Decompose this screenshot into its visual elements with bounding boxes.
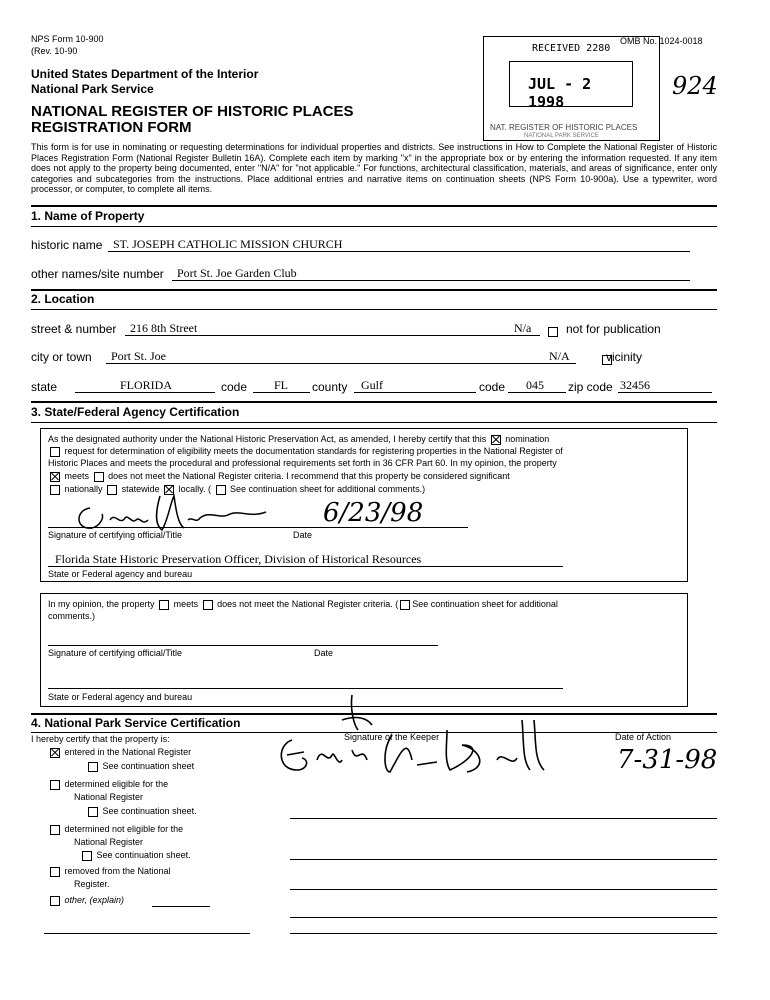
opinion-line-1	[48, 599, 558, 610]
historic-name-label: historic name	[31, 238, 103, 252]
opinion-meets-label: meets	[173, 599, 199, 609]
field-underline	[172, 280, 690, 281]
option-eligible[interactable]	[48, 779, 168, 790]
stamp-date: JUL - 2 1998	[528, 75, 592, 111]
received-stamp	[483, 36, 660, 141]
opinion-continuation-checkbox[interactable]	[400, 600, 410, 610]
county-code-label: code	[479, 380, 506, 394]
agency-line	[48, 566, 563, 567]
street-na: N/a	[514, 321, 532, 335]
nationally-label: nationally	[64, 484, 103, 494]
divider	[31, 422, 717, 423]
option-entered-cont[interactable]	[86, 761, 194, 772]
not-eligible-label: determined not eligible for the	[64, 824, 184, 834]
opinion-signature-label: Signature of certifying official/Title	[48, 648, 183, 658]
entered-cont-label: See continuation sheet	[102, 761, 195, 771]
official-title-value: Florida State Historic Preservation Officer, Division of Historical Resources	[55, 552, 422, 566]
cert-line-1	[48, 434, 549, 445]
divider	[31, 401, 717, 403]
entry-line	[290, 889, 717, 890]
nomination-label: nomination	[505, 434, 550, 444]
other-names-value[interactable]: Port St. Joe Garden Club	[177, 266, 297, 280]
stamp-received: RECEIVED 2280	[532, 43, 611, 54]
option-removed[interactable]	[48, 866, 171, 877]
entered-label: entered in the National Register	[64, 747, 192, 757]
city-value[interactable]: Port St. Joe	[111, 349, 167, 363]
nomination-checkbox[interactable]	[491, 435, 501, 445]
zip-label: zip code	[568, 380, 613, 394]
signature-date-label: Date	[293, 530, 313, 540]
cert-line-1-text: As the designated authority under the National Historic Preservation Act, as amended, I hereby certify that this	[48, 434, 487, 444]
state-label: state	[31, 380, 58, 394]
opinion-text-d: See continuation sheet for additional	[412, 599, 558, 609]
opinion-meets-checkbox[interactable]	[159, 600, 169, 610]
cert-line-2	[48, 446, 563, 457]
form-number: NPS Form 10-900	[31, 34, 104, 44]
cert-line-4-text: does not meet the National Register criteria. I recommend that this property be considered significant	[108, 471, 510, 481]
form-subtitle: REGISTRATION FORM	[31, 119, 192, 136]
opinion-line-2: comments.)	[48, 611, 96, 621]
entry-line	[290, 859, 717, 860]
entry-line	[290, 818, 717, 819]
divider	[31, 309, 717, 310]
other-names-label: other names/site number	[31, 267, 164, 281]
signature-line	[48, 527, 468, 528]
section-2-title: 2. Location	[31, 292, 95, 306]
entry-line	[44, 933, 250, 934]
city-na: N/A	[549, 349, 570, 363]
meets-checkbox[interactable]	[50, 472, 60, 482]
date-of-action-label: Date of Action	[615, 732, 672, 742]
street-number-value[interactable]: 216 8th Street	[130, 321, 198, 335]
not-eligible-label-2: National Register	[74, 837, 144, 847]
option-eligible-cont[interactable]	[86, 806, 197, 817]
option-not-eligible[interactable]	[48, 824, 183, 835]
county-label: county	[312, 380, 348, 394]
street-number-label: street & number	[31, 322, 117, 336]
not-for-publication-checkbox[interactable]	[548, 327, 558, 337]
not-eligible-checkbox[interactable]	[50, 825, 60, 835]
form-title: NATIONAL REGISTER OF HISTORIC PLACES	[31, 103, 354, 120]
eligible-label-2: National Register	[74, 792, 144, 802]
removed-label-2: Register.	[74, 879, 110, 889]
locally-label: locally. (	[178, 484, 211, 494]
opinion-not-meet-checkbox[interactable]	[203, 600, 213, 610]
section-1-title: 1. Name of Property	[31, 209, 145, 223]
opinion-text-c: does not meet the National Register criteria. (	[217, 599, 399, 609]
service-name: National Park Service	[31, 82, 154, 96]
opinion-agency-label: State or Federal agency and bureau	[48, 692, 193, 702]
vicinity-label: vicinity	[606, 350, 643, 364]
field-underline	[253, 392, 310, 393]
field-underline	[108, 251, 690, 252]
county-code-value[interactable]: 045	[526, 378, 544, 392]
zip-value[interactable]: 32456	[620, 378, 650, 392]
removed-label: removed from the National	[64, 866, 171, 876]
cert-line-2-text: request for determination of eligibility meets the documentation standards for registering properties in the National Register of	[64, 446, 563, 456]
signature-label: Signature of certifying official/Title	[48, 530, 183, 540]
field-underline	[618, 392, 712, 393]
historic-name-value[interactable]: ST. JOSEPH CATHOLIC MISSION CHURCH	[113, 237, 343, 251]
does-not-meet-checkbox[interactable]	[94, 472, 104, 482]
nationally-checkbox[interactable]	[50, 485, 60, 495]
option-other[interactable]	[48, 895, 124, 906]
entered-checkbox[interactable]	[50, 748, 60, 758]
opinion-date-label: Date	[314, 648, 334, 658]
stamp-date-box	[509, 61, 633, 111]
field-underline	[75, 392, 215, 393]
signature-line	[48, 645, 438, 646]
not-eligible-cont-label: See continuation sheet.	[96, 850, 191, 860]
department-name: United States Department of the Interior	[31, 67, 259, 81]
not-for-publication-label: not for publication	[566, 322, 661, 336]
handwritten-number: 924	[672, 72, 718, 100]
certify-statement: I hereby certify that the property is:	[31, 734, 170, 744]
stamp-bottom-text: NAT. REGISTER OF HISTORIC PLACES	[490, 123, 638, 132]
entry-line	[290, 933, 717, 934]
section-3-title: 3. State/Federal Agency Certification	[31, 405, 240, 419]
divider	[31, 205, 717, 207]
request-checkbox[interactable]	[50, 447, 60, 457]
removed-checkbox[interactable]	[50, 867, 60, 877]
cert-line-4	[48, 471, 510, 482]
eligible-label: determined eligible for the	[64, 779, 169, 789]
eligible-checkbox[interactable]	[50, 780, 60, 790]
entry-line	[290, 917, 717, 918]
city-label: city or town	[31, 350, 92, 364]
keeper-label: Signature of the Keeper	[344, 732, 440, 742]
eligible-cont-checkbox[interactable]	[88, 807, 98, 817]
instructions-paragraph: This form is for use in nominating or requesting determinations for individual properties and districts. See instructions in How to Complete the National Register of Historic Places Registration Form (National Register Bulletin 16A). Complete each item by marking "x" in the appropriate box or by entering the information requested. If any item does not apply to the property being documented, enter "N/A" for "not applicable." For functions, architectural classification, materials, and areas of significance, enter only categories and subcategories from the instructions. Place additional entries and narrative items on continuation sheets (NPS Form 10-900a). Use a typewriter, word processor, or computer, to complete all items.	[31, 142, 717, 194]
other-checkbox[interactable]	[50, 896, 60, 906]
meets-label: meets	[64, 471, 90, 481]
agency-line	[48, 688, 563, 689]
entered-cont-checkbox[interactable]	[88, 762, 98, 772]
option-not-eligible-cont[interactable]	[80, 850, 191, 861]
statewide-label: statewide	[121, 484, 160, 494]
opinion-text-a: In my opinion, the property	[48, 599, 155, 609]
code-label: code	[221, 380, 248, 394]
continuation-label: See continuation sheet for additional comments.)	[230, 484, 426, 494]
omb-number: OMB No. 1024-0018	[620, 36, 703, 46]
field-underline	[125, 335, 540, 336]
county-value[interactable]: Gulf	[361, 378, 383, 392]
other-label: other, (explain)	[64, 895, 125, 905]
eligible-cont-label: See continuation sheet.	[102, 806, 197, 816]
other-explain-line	[152, 906, 210, 907]
code-value[interactable]: FL	[274, 378, 289, 392]
field-underline	[106, 363, 576, 364]
field-underline	[508, 392, 566, 393]
divider	[31, 289, 717, 291]
state-value[interactable]: FLORIDA	[120, 378, 173, 392]
agency-label: State or Federal agency and bureau	[48, 569, 193, 579]
option-entered[interactable]	[48, 747, 191, 758]
stamp-bottom-text-2: NATIONAL PARK SERVICE	[524, 133, 599, 139]
cert-line-3: Historic Places and meets the procedural and professional requirements set forth in 36 CFR Part 60. In my opinion, the property	[48, 458, 557, 468]
keeper-signature	[272, 690, 562, 785]
form-revision: (Rev. 10-90	[31, 46, 78, 56]
not-eligible-cont-checkbox[interactable]	[82, 851, 92, 861]
divider	[31, 226, 717, 227]
section-4-title: 4. National Park Service Certification	[31, 716, 241, 730]
date-of-action-value: 7-31-98	[617, 745, 718, 775]
field-underline	[354, 392, 476, 393]
cert-signature-date: 6/23/98	[323, 498, 424, 528]
